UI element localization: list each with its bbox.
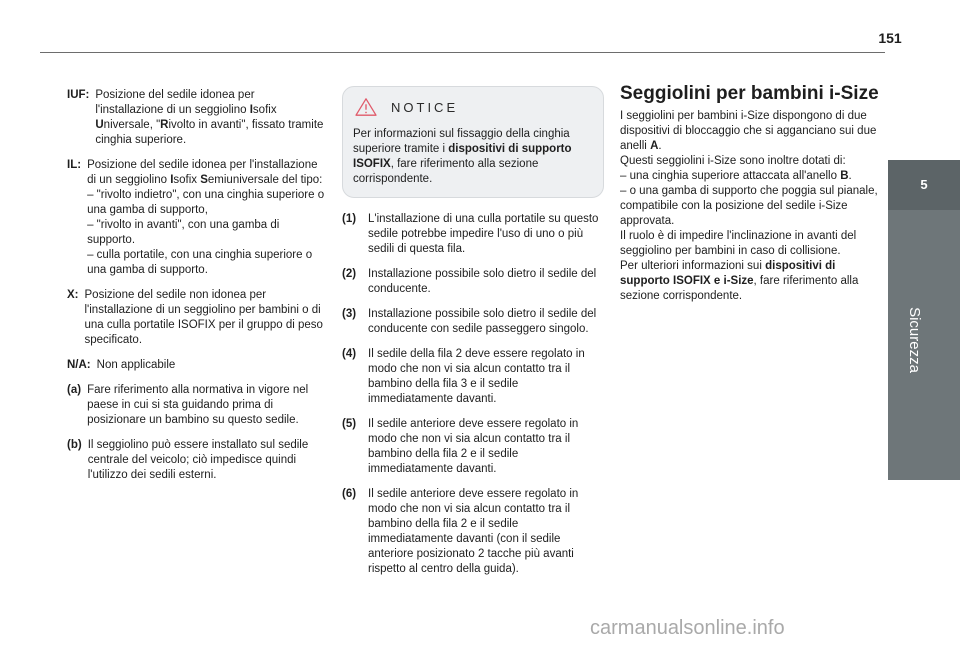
definition-item [67, 358, 325, 373]
footnote-text: L'installazione di una culla portatile su questo sedile potrebbe impedire l'uso di uno o più sedili di questa fila. [368, 213, 599, 255]
definition-text: Posizione del sedile idonea per l'installazione di un seggiolino Isofix Semiuniversale del tipo: – "rivolto indietro", con una cinghia superiore o una gamba di supporto, – "rivolto in avanti", con una gamba di supporto. – culla portatile, con una cinghia superiore o una gamba di supporto. [87, 159, 325, 276]
isize-paragraph: Questi seggiolini i-Size sono inoltre dotati di: [620, 155, 846, 167]
definition-term: X: [67, 289, 79, 301]
isize-paragraph: Il ruolo è di impedire l'inclinazione in avanti del seggiolino per bambini in caso di collisione. [620, 230, 857, 257]
definition-item [67, 158, 325, 278]
notes-list [342, 212, 604, 577]
footnote-item [342, 307, 604, 337]
section-number-tab: 5 [888, 160, 960, 210]
notice-text: Per informazioni sul fissaggio della cinghia superiore tramite i dispositivi di supporto ISOFIX, fare riferimento alla sezione corrispondente. [353, 128, 572, 185]
page-number: 151 [878, 30, 902, 46]
footnote-item [342, 212, 604, 257]
definition-term: N/A: [67, 359, 91, 371]
footnote-item [342, 487, 604, 577]
watermark: carmanualsonline.info [590, 617, 785, 639]
definition-text: Posizione del sedile non idonea per l'installazione di un seggiolino per bambini o di una culla portatile ISOFIX per il gruppo di peso specificato. [84, 289, 323, 346]
notice-box [342, 86, 604, 198]
footnote-number: (5) [342, 418, 357, 430]
isize-paragraph: Per ulteriori informazioni sui dispositivi di supporto ISOFIX e i-Size, fare riferimento alla sezione corrispondente. [620, 260, 859, 302]
section-label: Sicurezza [906, 307, 924, 373]
footnote-number: (2) [342, 268, 357, 280]
definition-text: Posizione del sedile idonea per l'installazione di un seggiolino Isofix Universale, "Rivolto in avanti", fissato tramite cinghia superiore. [95, 89, 324, 146]
footnote-item [342, 347, 604, 407]
definition-term: IL: [67, 159, 82, 171]
definition-item [67, 88, 325, 148]
isize-paragraph: – una cinghia superiore attaccata all'anello B. [620, 170, 852, 182]
definition-term: IUF: [67, 89, 90, 101]
definition-subitem: – culla portatile, con una cinghia superiore o una gamba di supporto. [87, 249, 313, 276]
footnote-text: Installazione possibile solo dietro il sedile del conducente. [368, 268, 597, 295]
definition-text: Il seggiolino può essere installato sul sedile centrale del veicolo; ciò impedisce quindi l'utilizzo dei sedili esterni. [87, 439, 309, 481]
footnote-number: (6) [342, 488, 357, 500]
footnote-item [342, 417, 604, 477]
isize-column [620, 83, 882, 304]
header-divider [40, 52, 885, 53]
footnote-text: Il sedile anteriore deve essere regolato in modo che non vi sia alcun contatto tra il bambino della fila 2 e il sedile immediatamente davanti. [368, 418, 579, 475]
definition-item [67, 288, 325, 348]
isize-heading: Seggiolini per bambini i-Size [620, 83, 879, 104]
isize-body [620, 109, 882, 304]
definitions-column [67, 88, 325, 493]
definition-subitem: – "rivolto in avanti", con una gamba di supporto. [87, 219, 280, 246]
isize-paragraph: – o una gamba di supporto che poggia sul pianale, compatibile con la posizione del sedile i-Size approvata. [620, 185, 878, 227]
footnote-number: (4) [342, 348, 357, 360]
footnote-number: (3) [342, 308, 357, 320]
definition-item [67, 383, 325, 428]
notice-title: NOTICE [391, 99, 459, 115]
definition-text: Fare riferimento alla normativa in vigore nel paese in cui si sta guidando prima di posizionare un bambino su questo sedile. [87, 384, 309, 426]
warning-icon [353, 97, 379, 117]
isize-paragraph: I seggiolini per bambini i-Size dispongono di due dispositivi di bloccaggio che si agganciano sui due anelli A. [620, 110, 877, 152]
footnote-text: Il sedile della fila 2 deve essere regolato in modo che non vi sia alcun contatto tra il bambino della fila 3 e il sedile immediatamente davanti. [368, 348, 585, 405]
definition-subitem: – "rivolto indietro", con una cinghia superiore o una gamba di supporto, [87, 189, 325, 216]
footnote-item [342, 267, 604, 297]
notes-column [342, 86, 604, 587]
footnote-number: (1) [342, 213, 357, 225]
footnote-text: Il sedile anteriore deve essere regolato in modo che non vi sia alcun contatto tra il bambino della fila 2 e il sedile immediatamente davanti (con il sedile anteriore posizionato 2 tacche più avanti rispetto al centro della guida). [368, 488, 579, 575]
definition-item [67, 438, 325, 483]
footnote-text: Installazione possibile solo dietro il sedile del conducente con sedile passeggero singolo. [368, 308, 597, 335]
definition-term: (a) [67, 384, 82, 396]
definition-text: Non applicabile [96, 359, 176, 371]
definition-term: (b) [67, 439, 82, 451]
